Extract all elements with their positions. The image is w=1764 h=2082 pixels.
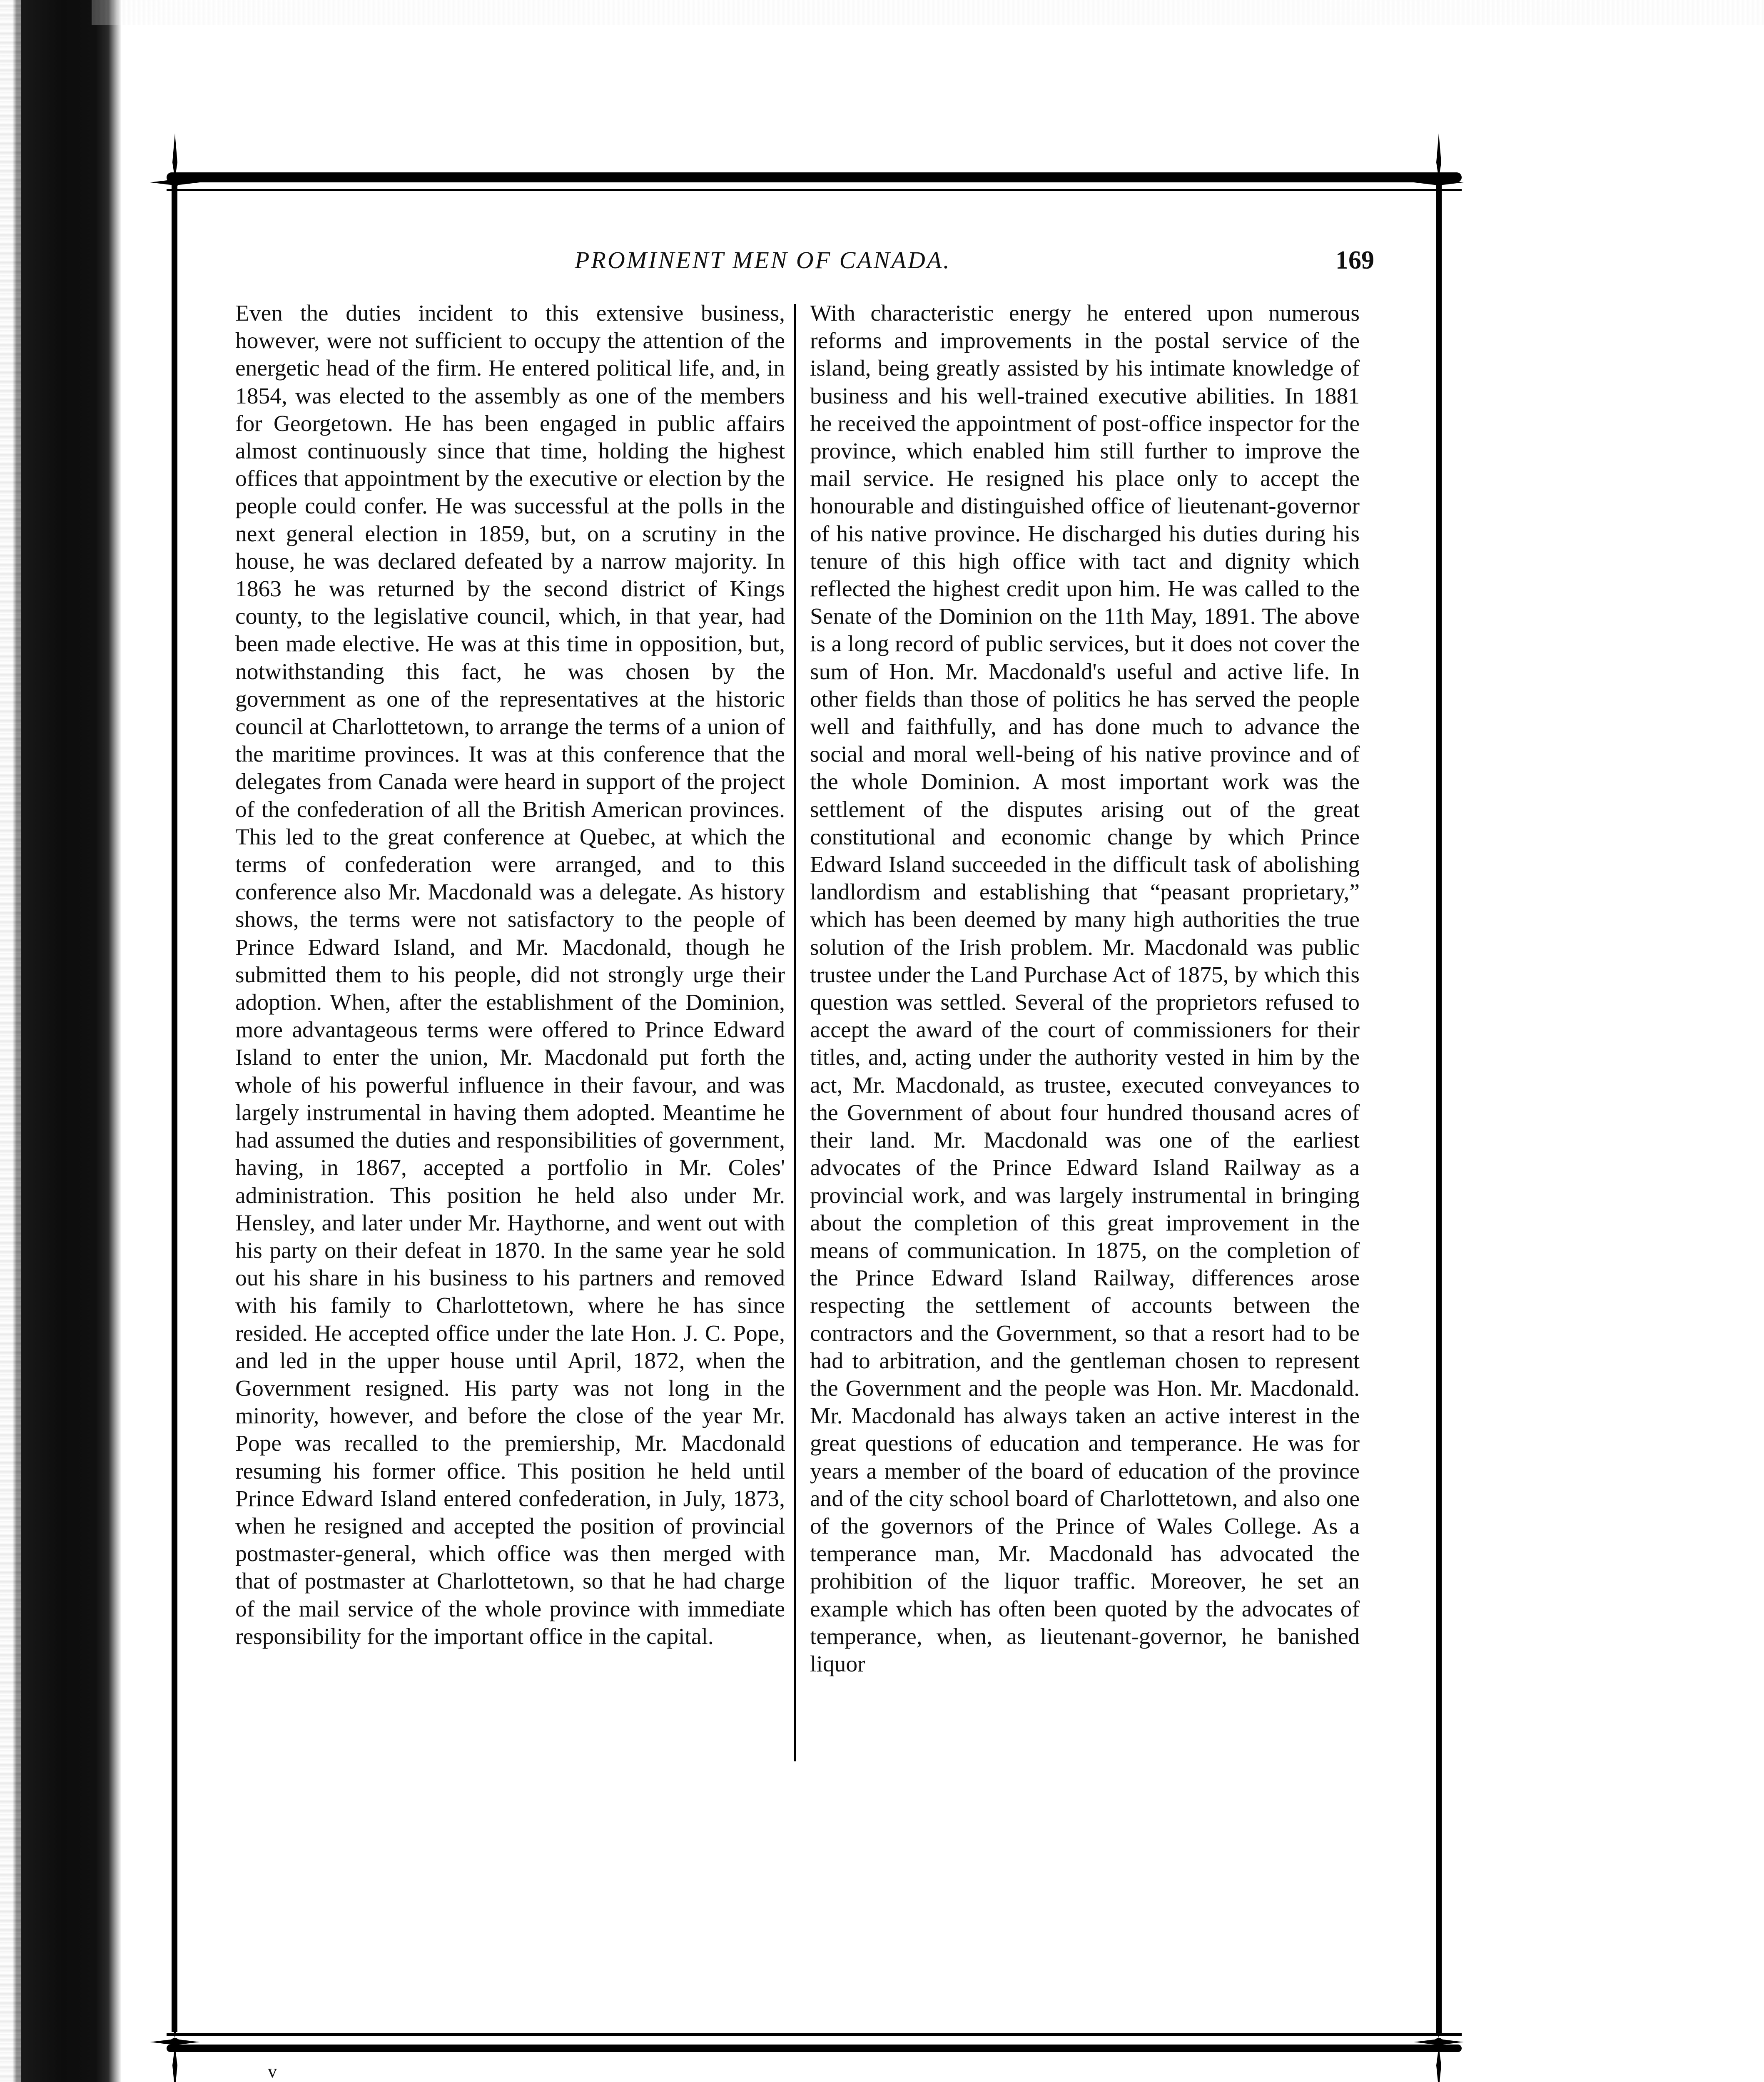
scan-binding-shadow	[0, 0, 21, 2082]
running-title: PROMINENT MEN OF CANADA.	[575, 247, 951, 274]
frame-top-rule	[167, 172, 1462, 182]
text-column-left	[235, 300, 785, 1651]
frame-right-rule	[1436, 183, 1442, 2036]
page-number: 169	[1335, 246, 1374, 274]
left-column-paragraph: Even the duties incident to this extensive business, however, were not sufficient to occupy the attention of the energetic head of the firm. He entered political life, and, in 1854, was elected to the assembly as one of the members for Georgetown. He has been engaged in public affairs almost continuously since that time, holding the highest offices that appointment by the executive or election by the people could confer. He was successful at the polls in the next general election in 1859, but, on a scrutiny in the house, he was declared defeated by a narrow majority. In 1863 he was returned by the second district of Kings county, to the legislative council, which, in that year, had been made elective. He was at this time in opposition, but, notwithstanding this fact, he was chosen by the government as one of the representatives at the historic council at Charlottetown, to arrange the terms of a union of the maritime provinces. It was at this conference that the delegates from Canada were heard in support of the project of the confederation of all the British American provinces. This led to the great conference at Quebec, at which the terms of confederation were arranged, and to this conference also Mr. Macdonald was a delegate. As history shows, the terms were not satisfactory to the people of Prince Edward Island, and Mr. Macdonald, though he submitted them to his people, did not strongly urge their adoption. When, after the establishment of the Dominion, more advantageous terms were offered to Prince Edward Island to enter the union, Mr. Macdonald put forth the whole of his powerful influence in their favour, and was largely instrumental in having them adopted. Meantime he had assumed the duties and responsibilities of government, having, in 1867, accepted a portfolio in Mr. Coles' administration. This position he held also under Mr. Hensley, and later under Mr. Haythorne, and went out with his party on their defeat in 1870. In the same year he sold out his share in his business to his partners and removed with his family to Charlottetown, where he has since resided. He accepted office under the late Hon. J. C. Pope, and led in the upper house until April, 1872, when the Government resigned. His party was not long in the minority, however, and before the close of the year Mr. Pope was recalled to the premiership, Mr. Macdonald resuming his former office. This position he held until Prince Edward Island entered confederation, in July, 1873, when he resigned and accepted the position of provincial postmaster-general, which office was then merged with that of postmaster at Charlottetown, so that he had charge of the mail service of the whole province with immediate responsibility for the important office in the capital.	[235, 301, 785, 1649]
right-column-paragraph: With characteristic energy he entered upon numerous reforms and improvements in the postal service of the island, being greatly assisted by his intimate knowledge of business and his well-trained executive abilities. In 1881 he received the appointment of post-office inspector for the province, which enabled him still further to improve the mail service. He resigned his place only to accept the honourable and distinguished office of lieutenant-governor of his native province. He discharged his duties during his tenure of this high office with tact and dignity which reflected the highest credit upon him. He was called to the Senate of the Dominion on the 11th May, 1891. The above is a long record of public services, but it does not cover the sum of Hon. Mr. Macdonald's useful and active life. In other fields than those of politics he has served the people well and faithfully, and has done much to advance the social and moral well-being of his native province and of the whole Dominion. A most important work was the settlement of the disputes arising out of the great constitutional and economic change by which Prince Edward Island succeeded in the difficult task of abolishing landlordism and establishing that “peasant proprietary,” which has been deemed by many high authorities the true solution of the Irish problem. Mr. Macdonald was public trustee under the Land Purchase Act of 1875, by which this question was settled. Several of the proprietors refused to accept the award of the court of commissioners for their titles, and, acting under the authority vested in him by the act, Mr. Macdonald, as trustee, executed conveyances to the Government of about four hundred thousand acres of their land. Mr. Macdonald was one of the earliest advocates of the Prince Edward Island Railway as a provincial work, and was largely instrumental in bringing about the completion of this great improvement in the means of communication. In 1875, on the completion of the Prince Edward Island Railway, differences arose respecting the settlement of accounts between the contractors and the Government, so that a resort had to be had to arbitration, and the gentleman chosen to represent the Government and the people was Hon. Mr. Macdonald. Mr. Macdonald has always taken an active interest in the great questions of education and temperance. He was for years a member of the board of education of the province and of the city school board of Charlottetown, and also one of the governors of the Prince of Wales College. As a temperance man, Mr. Macdonald has advocated the prohibition of the liquor traffic. Moreover, he set an example which has often been quoted by the advocates of temperance, when, as lieutenant-governor, he banished liquor	[810, 301, 1360, 1677]
scan-top-noise	[92, 0, 1764, 25]
frame-left-rule	[172, 183, 177, 2032]
signature-mark: v	[268, 2061, 277, 2082]
frame-bottom-rule	[167, 2033, 1462, 2036]
text-column-right	[810, 300, 1360, 1678]
corner-ornament-top-left	[150, 133, 200, 225]
corner-ornament-top-right	[1414, 133, 1464, 225]
column-divider	[794, 304, 796, 1761]
corner-ornament-bottom-left	[150, 1999, 200, 2082]
corner-ornament-bottom-right	[1414, 1999, 1464, 2082]
